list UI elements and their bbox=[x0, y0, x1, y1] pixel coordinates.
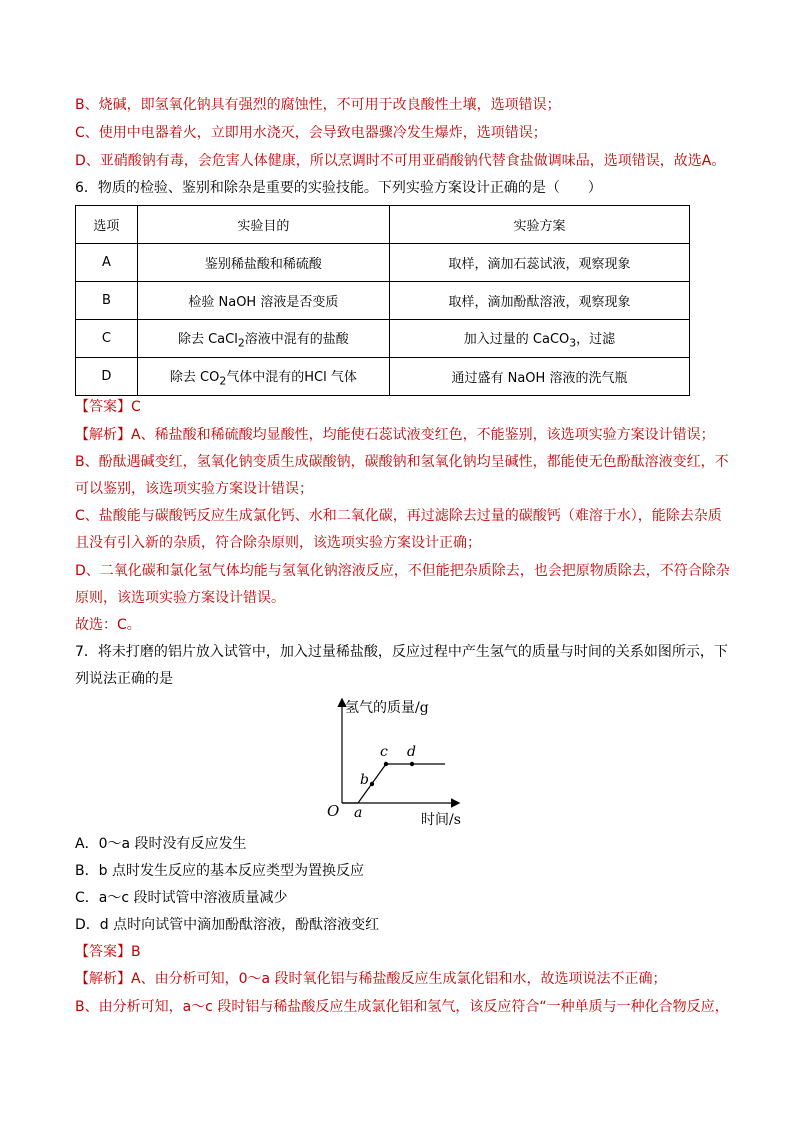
q7-analysis-line: B、由分析可知，a～c 段时铝与稀盐酸反应生成氯化铝和氢气，该反应符合“一种单质与一种化合物反应， bbox=[75, 999, 729, 1015]
row-d-plan: 通过盛有 NaOH 溶液的洗气瓶 bbox=[389, 358, 689, 396]
header-goal: 实验目的 bbox=[137, 206, 389, 244]
row-d-goal-post: 气体中混有的HCl 气体 bbox=[226, 369, 357, 385]
answer-value: B bbox=[131, 944, 141, 960]
q6-analysis-line: B、酚酞遇碱变红，氢氧化钠变质生成碳酸钠，碳酸钠和氢氧化钠均呈碱性，都能使无色酚酞溶液变红，不 bbox=[75, 454, 729, 470]
prev-analysis-line-d: D、亚硝酸钠有毒，会危害人体健康，所以烹调时不可用亚硝酸钠代替食盐做调味品，选项错误，故选A。 bbox=[75, 153, 726, 169]
q7-option-b: B．b 点时发生反应的基本反应类型为置换反应 bbox=[75, 863, 364, 879]
analysis-tag: 【解析】 bbox=[75, 971, 131, 987]
answer-tag: 【答案】 bbox=[75, 399, 131, 415]
point-b bbox=[370, 782, 374, 786]
q6-analysis-line: 故选：C。 bbox=[75, 617, 141, 633]
row-c-plan bbox=[389, 320, 689, 358]
table-row bbox=[76, 358, 690, 396]
row-d-goal bbox=[137, 358, 389, 396]
q6-stem: 6．物质的检验、鉴别和除杂是重要的实验技能。下列实验方案设计正确的是（ ） bbox=[75, 180, 602, 196]
point-label-b: b bbox=[360, 772, 369, 788]
analysis-text: A、稀盐酸和稀硫酸均显酸性，均能使石蕊试液变红色，不能鉴别，该选项实验方案设计错误； bbox=[131, 427, 715, 443]
row-b-goal: 检验 NaOH 溶液是否变质 bbox=[137, 282, 389, 320]
row-c-goal bbox=[137, 320, 389, 358]
point-c bbox=[384, 762, 388, 766]
q6-options-table bbox=[75, 205, 690, 396]
point-d bbox=[410, 762, 414, 766]
point-label-c: c bbox=[380, 744, 388, 760]
q7-option-a: A．0～a 段时没有反应发生 bbox=[75, 836, 247, 852]
row-a-plan: 取样，滴加石蕊试液，观察现象 bbox=[389, 244, 689, 282]
table-row bbox=[76, 244, 690, 282]
hydrogen-mass-graph bbox=[320, 690, 480, 830]
table-row bbox=[76, 320, 690, 358]
row-d-goal-sub: 2 bbox=[219, 374, 227, 388]
q6-analysis-line: C、盐酸能与碳酸钙反应生成氯化钙、水和二氧化碳，再过滤除去过量的碳酸钙（难溶于水），能除去杂质 bbox=[75, 508, 722, 524]
row-d-goal-pre: 除去 CO bbox=[169, 369, 220, 385]
q7-stem-line: 7．将未打磨的铝片放入试管中，加入过量稀盐酸，反应过程中产生氢气的质量与时间的关系如图所示，下 bbox=[75, 644, 728, 660]
q7-option-d: D．d 点时向试管中滴加酚酞溶液，酚酞溶液变红 bbox=[75, 917, 380, 933]
row-b-option: B bbox=[76, 282, 138, 320]
q7-analysis-line bbox=[75, 969, 667, 989]
x-axis-label: 时间/s bbox=[421, 812, 461, 828]
q6-analysis-line: 且没有引入新的杂质，符合除杂原则，该选项实验方案设计正确； bbox=[75, 535, 481, 551]
analysis-text: A、由分析可知，0～a 段时氧化铝与稀盐酸反应生成氯化铝和水，故选项说法不正确； bbox=[131, 971, 667, 987]
row-c-option: C bbox=[76, 320, 138, 358]
q6-analysis-line: 原则，该选项实验方案设计错误。 bbox=[75, 590, 285, 606]
row-a-goal: 鉴别稀盐酸和稀硫酸 bbox=[137, 244, 389, 282]
curve bbox=[342, 764, 445, 803]
q6-analysis-line bbox=[75, 425, 715, 445]
prev-analysis-line-c: C、使用中电器着火，立即用水浇灭，会导致电器骤冷发生爆炸，选项错误； bbox=[75, 125, 547, 141]
row-c-plan-sub: 3 bbox=[569, 336, 577, 350]
row-a-option: A bbox=[76, 244, 138, 282]
analysis-tag: 【解析】 bbox=[75, 427, 131, 443]
q7-option-c: C．a～c 段时试管中溶液质量减少 bbox=[75, 890, 288, 906]
prev-analysis-line-b: B、烧碱，即氢氧化钠具有强烈的腐蚀性，不可用于改良酸性土壤，选项错误； bbox=[75, 97, 561, 113]
answer-value: C bbox=[131, 399, 141, 415]
origin-label: O bbox=[327, 802, 340, 820]
row-c-goal-sub: 2 bbox=[237, 336, 245, 350]
row-c-plan-pre: 加入过量的 CaCO bbox=[463, 331, 570, 347]
point-label-d: d bbox=[407, 744, 416, 760]
y-axis-label: 氢气的质量/g bbox=[345, 700, 429, 716]
q6-analysis-line: D、二氧化碳和氯化氢气体均能与氢氧化钠溶液反应，不但能把杂质除去，也会把原物质除去，不符合除杂 bbox=[75, 563, 730, 579]
row-c-plan-post: ，过滤 bbox=[576, 331, 616, 347]
q6-answer bbox=[75, 397, 141, 417]
table-header-row bbox=[76, 206, 690, 244]
point-label-a: a bbox=[354, 805, 363, 821]
row-c-goal-pre: 除去 CaCl bbox=[177, 331, 238, 347]
row-b-plan: 取样，滴加酚酞溶液，观察现象 bbox=[389, 282, 689, 320]
q6-analysis-line: 可以鉴别，该选项实验方案设计错误； bbox=[75, 481, 313, 497]
table-row bbox=[76, 282, 690, 320]
q7-stem-line: 列说法正确的是 bbox=[75, 671, 173, 687]
row-c-goal-post: 溶液中混有的盐酸 bbox=[244, 331, 349, 347]
q7-answer bbox=[75, 942, 141, 962]
row-d-option: D bbox=[76, 358, 138, 396]
header-plan: 实验方案 bbox=[389, 206, 689, 244]
answer-tag: 【答案】 bbox=[75, 944, 131, 960]
header-option: 选项 bbox=[76, 206, 138, 244]
